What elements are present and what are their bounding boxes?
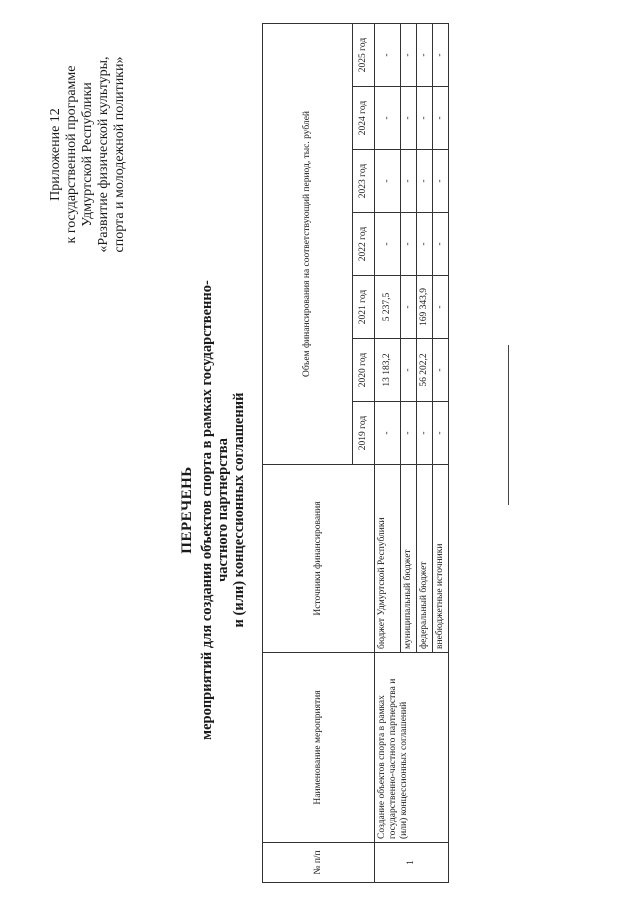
header-year: 2024 год [353,87,375,150]
title-heading: ПЕРЕЧЕНЬ [179,466,195,554]
table-cell: - [375,150,401,213]
appendix-line: к государственной программе [64,65,79,244]
table-cell: 13 183,2 [375,339,401,402]
header-year: 2021 год [353,276,375,339]
table-cell: - [401,87,417,150]
table-cell: - [401,276,417,339]
table-cell: - [433,276,449,339]
table-cell: - [375,87,401,150]
financing-table [262,23,449,883]
table-cell: - [401,402,417,465]
header-name: Наименование мероприятия [263,653,375,843]
table-cell: - [417,150,433,213]
table-cell: - [375,402,401,465]
header-year: 2020 год [353,339,375,402]
table-cell: - [433,24,449,87]
document-title [178,265,247,755]
table-cell: - [433,87,449,150]
header-year: 2019 год [353,402,375,465]
table-cell: - [401,213,417,276]
source-label: федеральный бюджет [417,465,433,653]
title-line-1: мероприятий для создания объектов спорта в рамках государственно-частного партнерства [199,280,231,740]
appendix-line: Приложение 12 [48,108,63,201]
header-year: 2023 год [353,150,375,213]
table-cell: 56 202,2 [417,339,433,402]
table-cell: 5 237,5 [375,276,401,339]
title-line-2: и (или) концессионных соглашений [231,392,247,628]
table-cell: - [433,402,449,465]
table-cell: - [417,402,433,465]
header-source: Источники финансирования [263,465,375,653]
table-cell: - [401,339,417,402]
table-cell: - [417,213,433,276]
table-cell: - [401,150,417,213]
appendix-line: «Развитие физической культуры, [96,56,111,253]
appendix-line: спорта и молодежной политики» [112,56,127,253]
table-cell: - [417,24,433,87]
source-label: муниципальный бюджет [401,465,417,653]
table-cell: - [417,87,433,150]
header-year: 2022 год [353,213,375,276]
appendix-block [48,32,128,277]
table-cell: - [375,24,401,87]
header-volume: Объем финансирования на соответствующий период, тыс. рублей [263,24,353,465]
table-cell: - [433,339,449,402]
source-label: бюджет Удмуртской Республики [375,465,401,653]
appendix-line: Удмуртской Республики [80,82,95,227]
separator-line [508,345,509,505]
table-cell: - [433,150,449,213]
source-label: внебюджетные источники [433,465,449,653]
table-cell: - [375,213,401,276]
row-name: Создание объектов спорта в рамках государственно-частного партнерства и (или) концессионных соглашений [375,653,449,843]
table-row [375,24,401,883]
table-cell: 169 343,9 [417,276,433,339]
header-year: 2025 год [353,24,375,87]
header-num: № п/п [263,843,375,883]
table-cell: - [433,213,449,276]
row-num: 1 [375,843,449,883]
table-cell: - [401,24,417,87]
